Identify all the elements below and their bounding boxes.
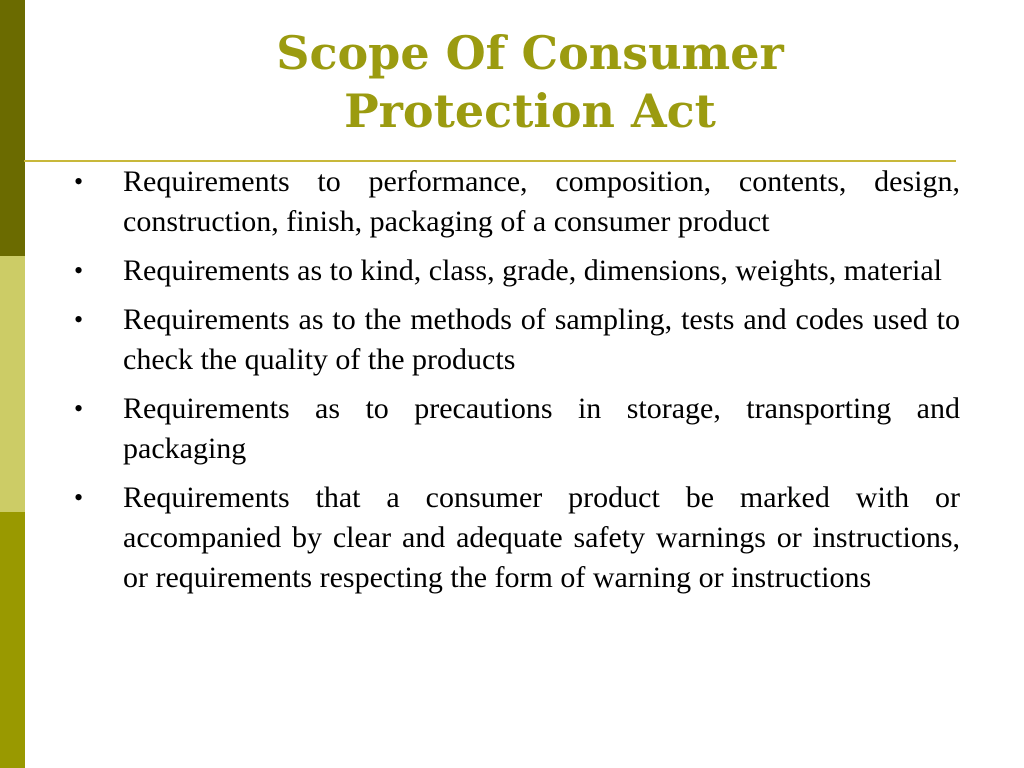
bullet-marker: •: [74, 305, 84, 334]
bullet-text: Requirements to performance, composition, contents, design, construction, finish, packaging of a consumer product: [123, 165, 960, 238]
side-bar-top-segment: [0, 0, 25, 256]
bullet-text: Requirements as to kind, class, grade, dimensions, weights, material: [123, 254, 942, 287]
side-bar-middle-segment: [0, 256, 25, 512]
bullet-text: Requirements as to precautions in storage, transporting and packaging: [123, 392, 960, 465]
slide-title: [180, 24, 880, 140]
bullet-item: [70, 300, 960, 380]
side-bar-bottom-segment: [0, 512, 25, 768]
bullet-list: [70, 162, 960, 607]
bullet-text: Requirements as to the methods of sampling, tests and codes used to check the quality of the products: [123, 303, 960, 376]
bullet-marker: •: [74, 483, 84, 512]
bullet-marker: •: [74, 256, 84, 285]
bullet-item: [70, 389, 960, 469]
slide-title-line-2: Protection Act: [344, 84, 716, 138]
bullet-marker: •: [74, 167, 84, 196]
bullet-item: [70, 251, 960, 291]
slide-title-line-1: Scope Of Consumer: [276, 26, 784, 80]
bullet-item: [70, 162, 960, 242]
bullet-item: [70, 478, 960, 598]
bullet-marker: •: [74, 394, 84, 423]
decorative-side-bar: [0, 0, 25, 768]
bullet-text: Requirements that a consumer product be marked with or accompanied by clear and adequate safety warnings or instructions, or requirements respecting the form of warning or instructions: [123, 481, 960, 594]
